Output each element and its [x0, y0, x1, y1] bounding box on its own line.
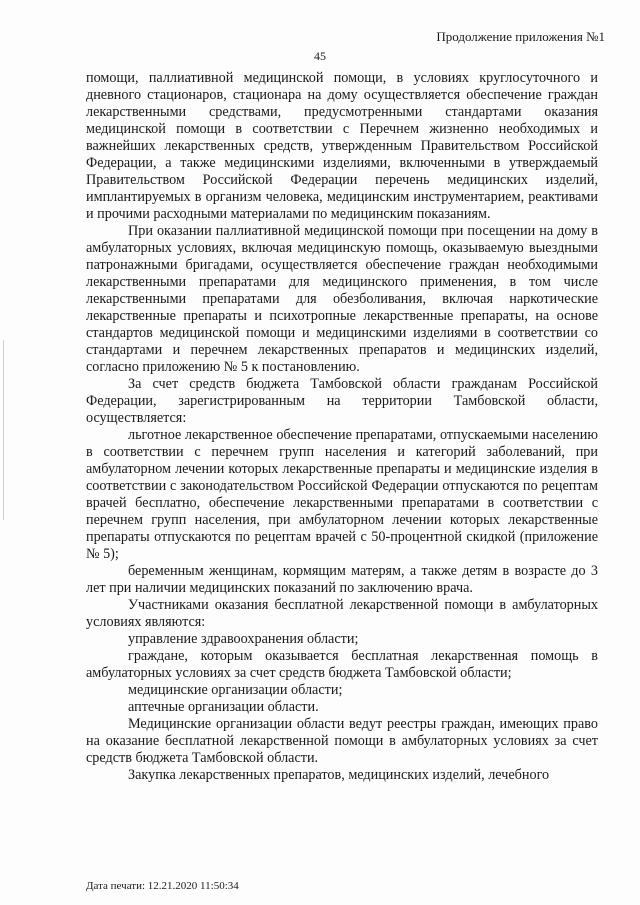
list-item-2: беременным женщинам, кормящим матерям, а также детям в возрасте до 3 лет при наличии медицинских показаний по заключению врача.	[86, 563, 598, 596]
paragraph-4: Участниками оказания бесплатной лекарственной помощи в амбулаторных условиях являются:	[86, 597, 598, 630]
paragraph-5: Медицинские организации области ведут реестры граждан, имеющих право на оказание бесплатной лекарственной помощи в амбулаторных условиях за счет средств бюджета Тамбовской области.	[86, 716, 598, 766]
page-number: 45	[314, 49, 326, 63]
paragraph-3: За счет средств бюджета Тамбовской области гражданам Российской Федерации, зарегистрированным на территории Тамбовской области, осуществляется:	[86, 376, 598, 426]
document-body	[86, 70, 598, 784]
paragraph-2: При оказании паллиативной медицинской помощи при посещении на дому в амбулаторных условиях, включая медицинскую помощь, оказываемую выездными патронажными бригадами, осуществляется обеспечение граждан необходимыми лекарственными препаратами для медицинского применения, в том числе лекарственными препаратами для обезболивания, включая наркотические лекарственные препараты и психотропные лекарственные препараты, на основе стандартов медицинской помощи и медицинскими изделиями в соответствии со стандартами и перечнем лекарственных препаратов и медицинских изделий, согласно приложению № 5 к постановлению.	[86, 223, 598, 375]
paragraph-1: помощи, паллиативной медицинской помощи, в условиях круглосуточного и дневного стационаров, стационара на дому осуществляется обеспечение граждан лекарственными средствами, предусмотренными стандартами оказания медицинской помощи в соответствии с Перечнем жизненно необходимых и важнейших лекарственных средств, утвержденным Правительством Российской Федерации, а также медицинскими изделиями, включенными в утверждаемый Правительством Российской Федерации перечень медицинских изделий, имплантируемых в организм человека, медицинским инструментарием, реактивами и прочими расходными материалами по медицинским показаниям.	[86, 70, 598, 222]
participant-item-4: аптечные организации области.	[128, 699, 319, 715]
scan-edge-mark	[3, 340, 4, 520]
participant-item-1: управление здравоохранения области;	[128, 631, 359, 647]
paragraph-6: Закупка лекарственных препаратов, медицинских изделий, лечебного	[128, 767, 550, 783]
list-item-1: льготное лекарственное обеспечение препаратами, отпускаемыми населению в соответствии с перечнем групп населения и категорий заболеваний, при амбулаторном лечении которых лекарственные препараты и медицинские изделия в соответствии с законодательством Российской Федерации отпускаются по рецептам врачей бесплатно, обеспечение лекарственными препаратами в соответствии с перечнем групп населения, при амбулаторном лечении которых лекарственные препараты отпускаются по рецептам врачей с 50-процентной скидкой (приложение № 5);	[86, 427, 598, 562]
participant-item-3: медицинские организации области;	[128, 682, 343, 698]
print-date: Дата печати: 12.21.2020 11:50:34	[86, 880, 239, 892]
appendix-continuation-note: Продолжение приложения №1	[436, 29, 605, 44]
participant-item-2: граждане, которым оказывается бесплатная лекарственная помощь в амбулаторных условиях за счет средств бюджета Тамбовской области;	[86, 648, 598, 681]
